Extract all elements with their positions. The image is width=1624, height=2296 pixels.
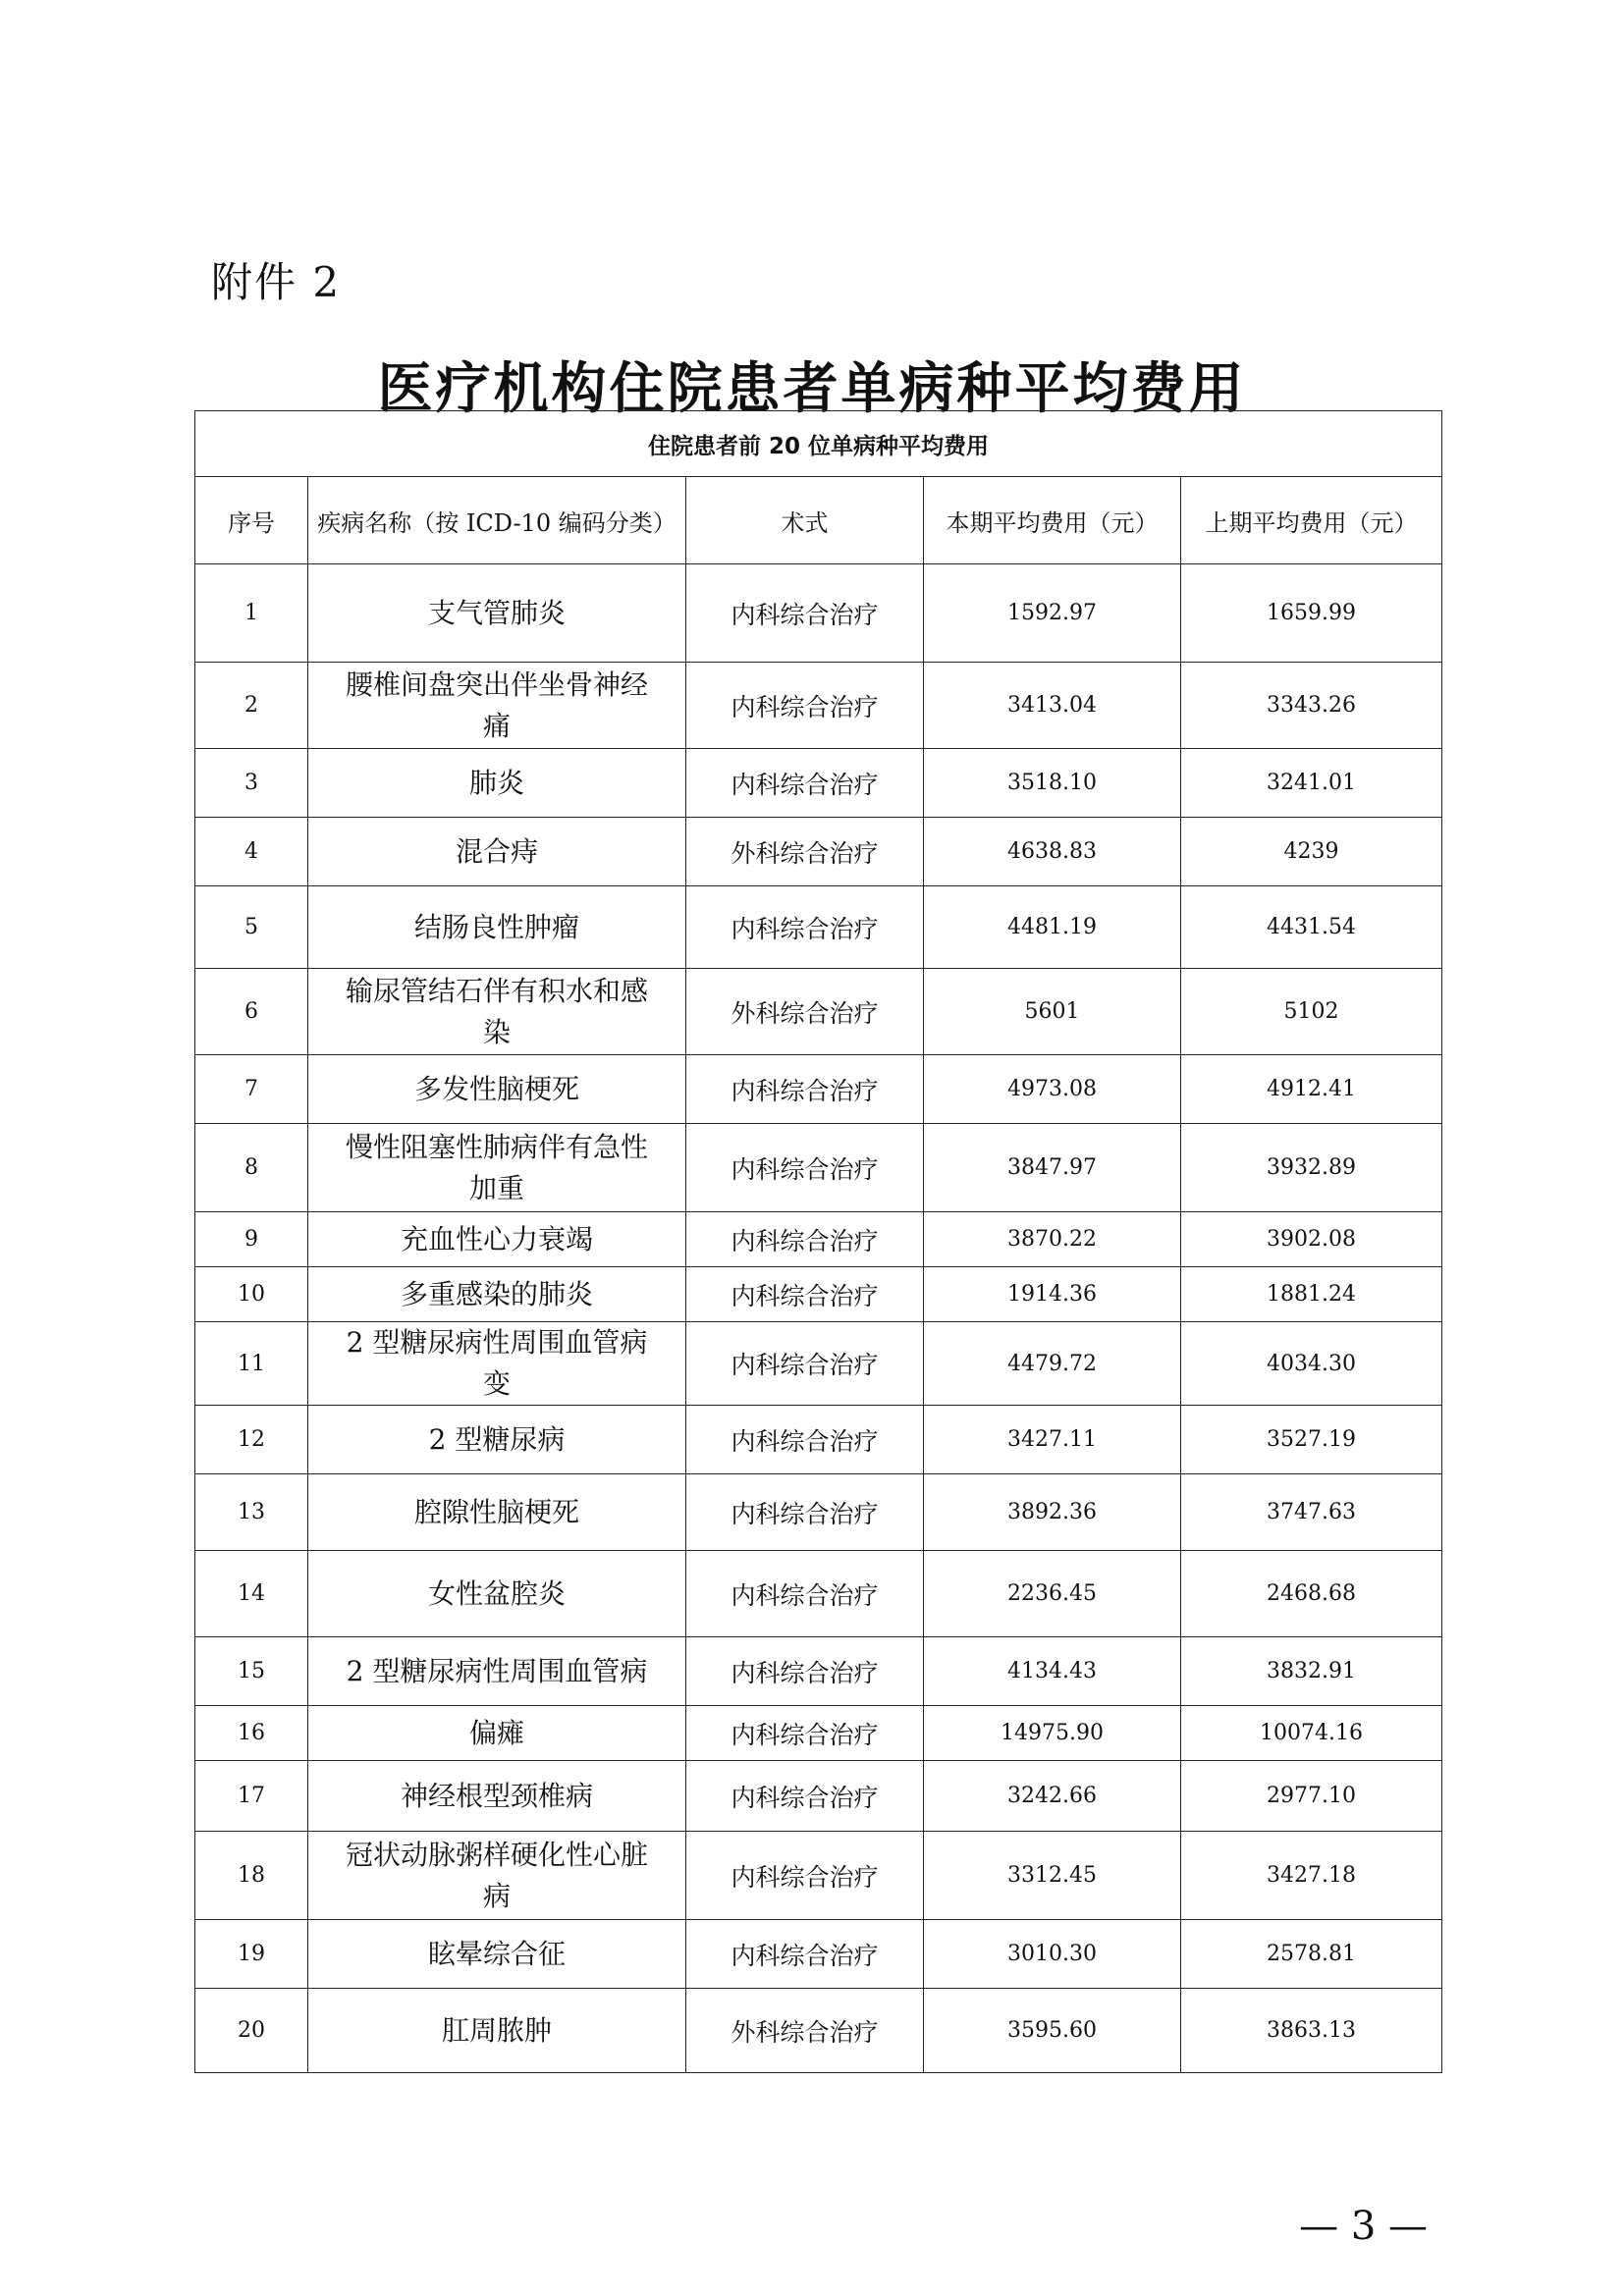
table-row	[195, 564, 1442, 663]
page-number: — 3 —	[1299, 2204, 1428, 2249]
previous-average-cost: 2578.81	[1181, 1920, 1442, 1989]
disease-name: 眩晕综合征	[308, 1920, 686, 1989]
previous-average-cost: 4912.41	[1181, 1055, 1442, 1124]
table-row	[195, 969, 1442, 1055]
previous-average-cost: 3241.01	[1181, 749, 1442, 818]
disease-name: 充血性心力衰竭	[308, 1212, 686, 1267]
current-average-cost: 3242.66	[924, 1761, 1181, 1832]
row-number: 5	[195, 886, 308, 969]
table-row	[195, 1989, 1442, 2073]
row-number: 14	[195, 1551, 308, 1637]
current-average-cost: 4479.72	[924, 1322, 1181, 1406]
disease-name: 慢性阻塞性肺病伴有急性加重	[308, 1124, 686, 1212]
disease-name: 多重感染的肺炎	[308, 1267, 686, 1322]
previous-average-cost: 3427.18	[1181, 1832, 1442, 1920]
table-row	[195, 1637, 1442, 1706]
row-number: 11	[195, 1322, 308, 1406]
row-number: 19	[195, 1920, 308, 1989]
current-average-cost: 4973.08	[924, 1055, 1181, 1124]
current-average-cost: 3870.22	[924, 1212, 1181, 1267]
disease-name: 女性盆腔炎	[308, 1551, 686, 1637]
disease-fee-table	[194, 410, 1442, 2073]
procedure: 外科综合治疗	[686, 818, 924, 886]
table-row	[195, 1055, 1442, 1124]
header-current-cost: 本期平均费用（元）	[924, 477, 1181, 564]
previous-average-cost: 3747.63	[1181, 1474, 1442, 1551]
table-row	[195, 1551, 1442, 1637]
disease-name: 肺炎	[308, 749, 686, 818]
current-average-cost: 1914.36	[924, 1267, 1181, 1322]
procedure: 内科综合治疗	[686, 1761, 924, 1832]
table-subtitle: 住院患者前 20 位单病种平均费用	[195, 411, 1442, 477]
procedure: 内科综合治疗	[686, 1551, 924, 1637]
previous-average-cost: 5102	[1181, 969, 1442, 1055]
table-row	[195, 886, 1442, 969]
procedure: 内科综合治疗	[686, 1406, 924, 1474]
current-average-cost: 14975.90	[924, 1706, 1181, 1761]
current-average-cost: 4638.83	[924, 818, 1181, 886]
current-average-cost: 3847.97	[924, 1124, 1181, 1212]
procedure: 内科综合治疗	[686, 1637, 924, 1706]
procedure: 内科综合治疗	[686, 564, 924, 663]
row-number: 18	[195, 1832, 308, 1920]
table-row	[195, 1761, 1442, 1832]
row-number: 2	[195, 663, 308, 749]
row-number: 9	[195, 1212, 308, 1267]
current-average-cost: 3413.04	[924, 663, 1181, 749]
disease-name: 2 型糖尿病性周围血管病	[308, 1637, 686, 1706]
attachment-label: 附件 2	[211, 258, 342, 306]
header-procedure: 术式	[686, 477, 924, 564]
row-number: 16	[195, 1706, 308, 1761]
procedure: 内科综合治疗	[686, 663, 924, 749]
table-row	[195, 1920, 1442, 1989]
row-number: 13	[195, 1474, 308, 1551]
previous-average-cost: 4034.30	[1181, 1322, 1442, 1406]
header-no: 序号	[195, 477, 308, 564]
row-number: 15	[195, 1637, 308, 1706]
previous-average-cost: 1881.24	[1181, 1267, 1442, 1322]
procedure: 内科综合治疗	[686, 1920, 924, 1989]
current-average-cost: 3312.45	[924, 1832, 1181, 1920]
disease-name: 结肠良性肿瘤	[308, 886, 686, 969]
procedure: 内科综合治疗	[686, 1212, 924, 1267]
previous-average-cost: 2468.68	[1181, 1551, 1442, 1637]
table-row	[195, 1832, 1442, 1920]
disease-name: 2 型糖尿病	[308, 1406, 686, 1474]
procedure: 内科综合治疗	[686, 1055, 924, 1124]
header-disease-name: 疾病名称（按 ICD-10 编码分类）	[308, 477, 686, 564]
previous-average-cost: 3832.91	[1181, 1637, 1442, 1706]
current-average-cost: 3010.30	[924, 1920, 1181, 1989]
current-average-cost: 2236.45	[924, 1551, 1181, 1637]
previous-average-cost: 1659.99	[1181, 564, 1442, 663]
document-title: 医疗机构住院患者单病种平均费用	[377, 357, 1247, 421]
previous-average-cost: 3902.08	[1181, 1212, 1442, 1267]
current-average-cost: 3892.36	[924, 1474, 1181, 1551]
current-average-cost: 1592.97	[924, 564, 1181, 663]
procedure: 内科综合治疗	[686, 1322, 924, 1406]
previous-average-cost: 3932.89	[1181, 1124, 1442, 1212]
procedure: 内科综合治疗	[686, 1124, 924, 1212]
row-number: 12	[195, 1406, 308, 1474]
procedure: 内科综合治疗	[686, 1706, 924, 1761]
procedure: 外科综合治疗	[686, 1989, 924, 2073]
disease-name: 2 型糖尿病性周围血管病变	[308, 1322, 686, 1406]
previous-average-cost: 3863.13	[1181, 1989, 1442, 2073]
disease-name: 输尿管结石伴有积水和感染	[308, 969, 686, 1055]
table-row	[195, 1124, 1442, 1212]
previous-average-cost: 3343.26	[1181, 663, 1442, 749]
previous-average-cost: 4239	[1181, 818, 1442, 886]
table-row	[195, 1212, 1442, 1267]
row-number: 20	[195, 1989, 308, 2073]
table-row	[195, 749, 1442, 818]
table-row	[195, 1322, 1442, 1406]
current-average-cost: 3595.60	[924, 1989, 1181, 2073]
disease-name: 神经根型颈椎病	[308, 1761, 686, 1832]
procedure: 内科综合治疗	[686, 886, 924, 969]
table-row	[195, 1706, 1442, 1761]
disease-name: 腔隙性脑梗死	[308, 1474, 686, 1551]
header-previous-cost: 上期平均费用（元）	[1181, 477, 1442, 564]
current-average-cost: 4481.19	[924, 886, 1181, 969]
disease-name: 肛周脓肿	[308, 1989, 686, 2073]
disease-name: 偏瘫	[308, 1706, 686, 1761]
table-row	[195, 1406, 1442, 1474]
table-row	[195, 818, 1442, 886]
table-row	[195, 1267, 1442, 1322]
row-number: 8	[195, 1124, 308, 1212]
previous-average-cost: 3527.19	[1181, 1406, 1442, 1474]
row-number: 4	[195, 818, 308, 886]
current-average-cost: 5601	[924, 969, 1181, 1055]
disease-name: 混合痔	[308, 818, 686, 886]
row-number: 10	[195, 1267, 308, 1322]
disease-name: 冠状动脉粥样硬化性心脏病	[308, 1832, 686, 1920]
row-number: 1	[195, 564, 308, 663]
procedure: 外科综合治疗	[686, 969, 924, 1055]
current-average-cost: 3427.11	[924, 1406, 1181, 1474]
procedure: 内科综合治疗	[686, 1474, 924, 1551]
table-row	[195, 1474, 1442, 1551]
row-number: 6	[195, 969, 308, 1055]
table-row	[195, 663, 1442, 749]
procedure: 内科综合治疗	[686, 749, 924, 818]
disease-name: 腰椎间盘突出伴坐骨神经痛	[308, 663, 686, 749]
current-average-cost: 4134.43	[924, 1637, 1181, 1706]
current-average-cost: 3518.10	[924, 749, 1181, 818]
row-number: 7	[195, 1055, 308, 1124]
row-number: 3	[195, 749, 308, 818]
disease-name: 多发性脑梗死	[308, 1055, 686, 1124]
row-number: 17	[195, 1761, 308, 1832]
procedure: 内科综合治疗	[686, 1832, 924, 1920]
previous-average-cost: 2977.10	[1181, 1761, 1442, 1832]
procedure: 内科综合治疗	[686, 1267, 924, 1322]
previous-average-cost: 4431.54	[1181, 886, 1442, 969]
disease-name: 支气管肺炎	[308, 564, 686, 663]
previous-average-cost: 10074.16	[1181, 1706, 1442, 1761]
